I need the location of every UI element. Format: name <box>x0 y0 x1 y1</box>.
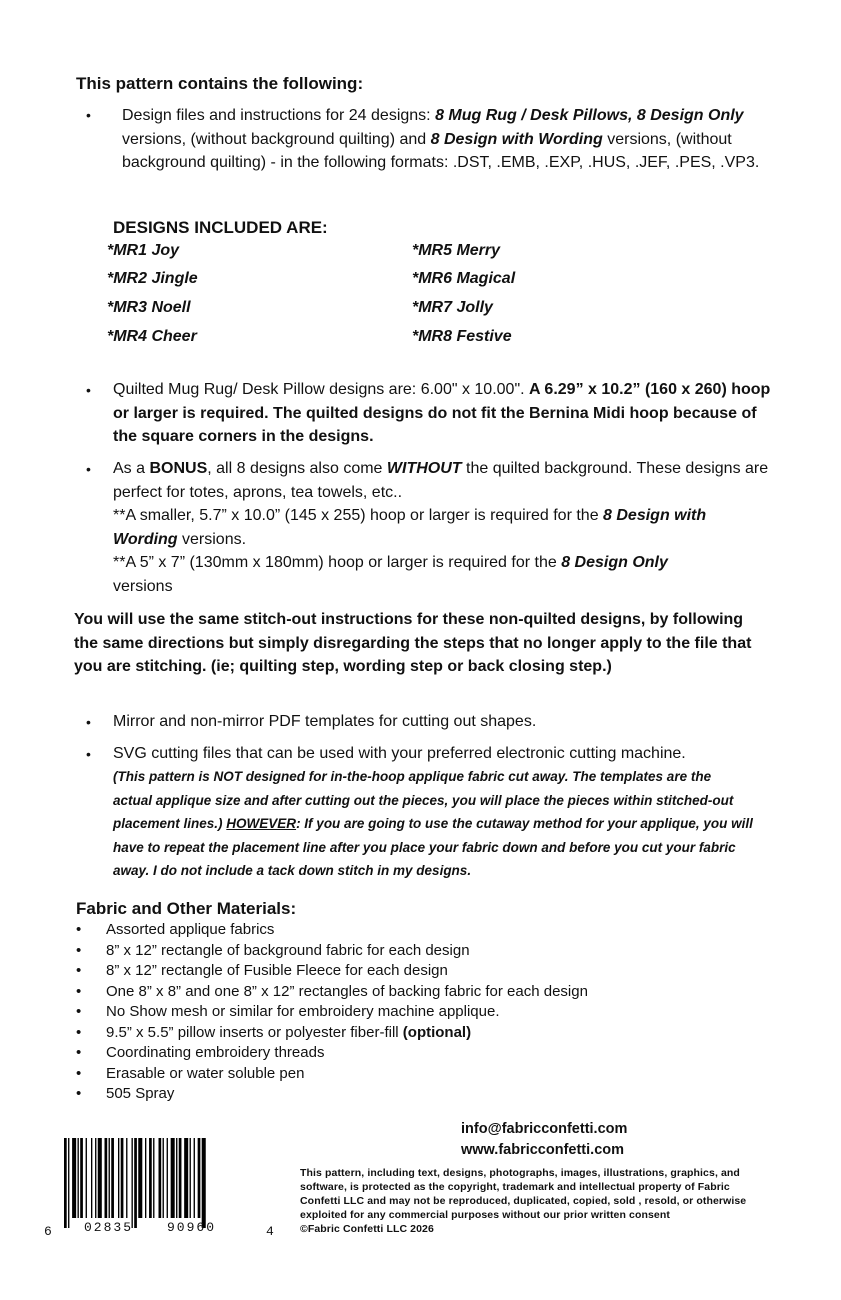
barcode-bar <box>72 1138 76 1218</box>
design-item: *MR1 Joy <box>107 242 180 259</box>
barcode-bar <box>105 1138 108 1218</box>
barcode-bar <box>95 1138 96 1218</box>
stitch-note: You will use the same stitch-out instructions for these non-quilted designs, by following the same directions but simply disregarding the steps that no longer apply to the file that you are stitching. (ie; quilting step, wording step or back closing step.) <box>74 611 752 675</box>
list-item: • Erasable or water soluble pen <box>76 1064 716 1085</box>
list-item: • Coordinating embroidery threads <box>76 1043 716 1064</box>
barcode-bar <box>118 1138 119 1218</box>
barcode-bar <box>198 1138 201 1218</box>
barcode-bar <box>159 1138 162 1218</box>
barcode-bar <box>91 1138 92 1218</box>
barcode-bar <box>121 1138 124 1218</box>
quilted-bullet: Quilted Mug Rug/ Desk Pillow designs are: 6.00" x 10.00". A 6.29” x 10.2” (160 x 260) hoop or larger is required. The quilted designs do not fit the Bernina Midi hoop because of the square corners in the designs. <box>113 381 771 445</box>
design-item: *MR2 Jingle <box>107 270 198 287</box>
barcode-bar <box>80 1138 83 1218</box>
list-item: • One 8” x 8” and one 8” x 12” rectangles of backing fabric for each design <box>76 982 716 1003</box>
design-item: *MR8 Festive <box>412 328 512 345</box>
barcode-bar <box>68 1138 69 1228</box>
intro-bullet: Design files and instructions for 24 designs: 8 Mug Rug / Desk Pillows, 8 Design Only versions, (without background quilting) and 8 Design with Wording versions, (without background quilting) - in the following formats: .DST, .EMB, .EXP, .HUS, .JEF, .PES, .VP3. <box>122 107 760 171</box>
list-item: • 9.5” x 5.5” pillow inserts or polyester fiber-fill (optional) <box>76 1023 716 1044</box>
barcode-bar <box>194 1138 195 1218</box>
barcode-bar <box>171 1138 175 1218</box>
bullet-dot: • <box>76 921 82 938</box>
list-item: • 8” x 12” rectangle of background fabric for each design <box>76 941 716 962</box>
barcode-bar <box>126 1138 127 1218</box>
barcode-bar <box>98 1138 102 1218</box>
barcode-bar <box>109 1138 110 1218</box>
barcode-bar <box>202 1138 206 1228</box>
design-item: *MR7 Jolly <box>412 299 493 316</box>
barcode-bar <box>145 1138 146 1218</box>
barcode-bar <box>134 1138 137 1228</box>
barcode-bar <box>176 1138 177 1218</box>
barcode-bar <box>86 1138 87 1218</box>
bullet-dot: • <box>86 714 91 730</box>
design-item: *MR3 Noell <box>107 299 191 316</box>
design-item: *MR4 Cheer <box>107 328 197 345</box>
bullet-dot: • <box>76 982 82 1000</box>
barcode-bars <box>64 1138 206 1228</box>
bullet-dot: • <box>76 1064 82 1082</box>
bullet-dot: • <box>76 962 82 979</box>
barcode-bar <box>132 1138 133 1228</box>
legal-notice: This pattern, including text, designs, photographs, images, illustrations, graphics, and software, is protected as the copyright, trademark and intellectual property of Fabric Confetti LLC and may not be reproduced, duplicated, copied, sold , resold, or otherwise exploited for any commercial purposes without our prior written consent ©Fabric Confetti LLC 2026 <box>300 1167 747 1235</box>
bullet-dot: • <box>86 461 91 477</box>
design-item: *MR5 Merry <box>412 242 501 259</box>
barcode-bar <box>64 1138 67 1228</box>
bullet-dot: • <box>76 941 82 959</box>
bullet-dot: • <box>76 1044 82 1061</box>
barcode-bar <box>153 1138 154 1218</box>
materials-heading: Fabric and Other Materials: <box>76 899 297 918</box>
list-item: • Assorted applique fabrics <box>76 920 716 941</box>
design-item: *MR6 Magical <box>412 270 516 287</box>
barcode-digit: 6 <box>44 1224 52 1239</box>
barcode-bar <box>78 1138 79 1218</box>
barcode-bar <box>184 1138 188 1218</box>
bullet-dot: • <box>76 1023 82 1041</box>
barcode-bar <box>111 1138 114 1218</box>
bullet-dot: • <box>86 382 91 398</box>
bullet-dot: • <box>76 1003 82 1020</box>
bullet-dot: • <box>76 1085 82 1102</box>
barcode-bar <box>179 1138 182 1218</box>
list-item: • 8” x 12” rectangle of Fusible Fleece for each design <box>76 961 716 982</box>
bullet-dot: • <box>86 746 91 762</box>
barcode-digit: 90960 <box>167 1220 217 1235</box>
bullet-dot: • <box>86 107 91 123</box>
intro-heading: This pattern contains the following: <box>76 74 364 93</box>
barcode-bar <box>138 1138 142 1218</box>
bonus-bullet: As a BONUS, all 8 designs also come WITHOUT the quilted background. These designs are perfect for totes, aprons, tea towels, etc.. **A smaller, 5.7” x 10.0” (145 x 255) hoop or larger is required for the 8 Design with Wording versions. **A 5” x 7” (130mm x 180mm) hoop or larger is required for the 8 Design Only versions <box>113 460 769 595</box>
barcode-bar <box>167 1138 168 1218</box>
list-item: • 505 Spray <box>76 1084 716 1105</box>
barcode-bar <box>149 1138 152 1218</box>
svg-bullet: SVG cutting files that can be used with your preferred electronic cutting machine. <box>113 745 686 762</box>
materials-list <box>76 920 716 1105</box>
barcode-bar <box>163 1138 164 1218</box>
barcode-digit: 02835 <box>84 1220 134 1235</box>
barcode-digit: 4 <box>266 1224 274 1239</box>
contact-website[interactable]: www.fabricconfetti.com <box>461 1142 625 1158</box>
templates-bullet: Mirror and non-mirror PDF templates for cutting out shapes. <box>113 713 537 730</box>
barcode <box>58 1138 268 1228</box>
svg-note: (This pattern is NOT designed for in-the-hoop applique fabric cut away. The templates are the actual applique size and after cutting out the pieces, you will place the pieces within stitched-out placement lines.) HOWEVER: If you are going to use the cutaway method for your applique, you will have to repeat the placement line after you place your fabric down and before you cut your fabric away. I do not include a tack down stitch in my designs. <box>113 769 753 878</box>
designs-heading: DESIGNS INCLUDED ARE: <box>113 218 328 237</box>
barcode-bar <box>190 1138 191 1218</box>
list-item: • No Show mesh or similar for embroidery machine applique. <box>76 1002 716 1023</box>
contact-email[interactable]: info@fabricconfetti.com <box>461 1121 628 1137</box>
